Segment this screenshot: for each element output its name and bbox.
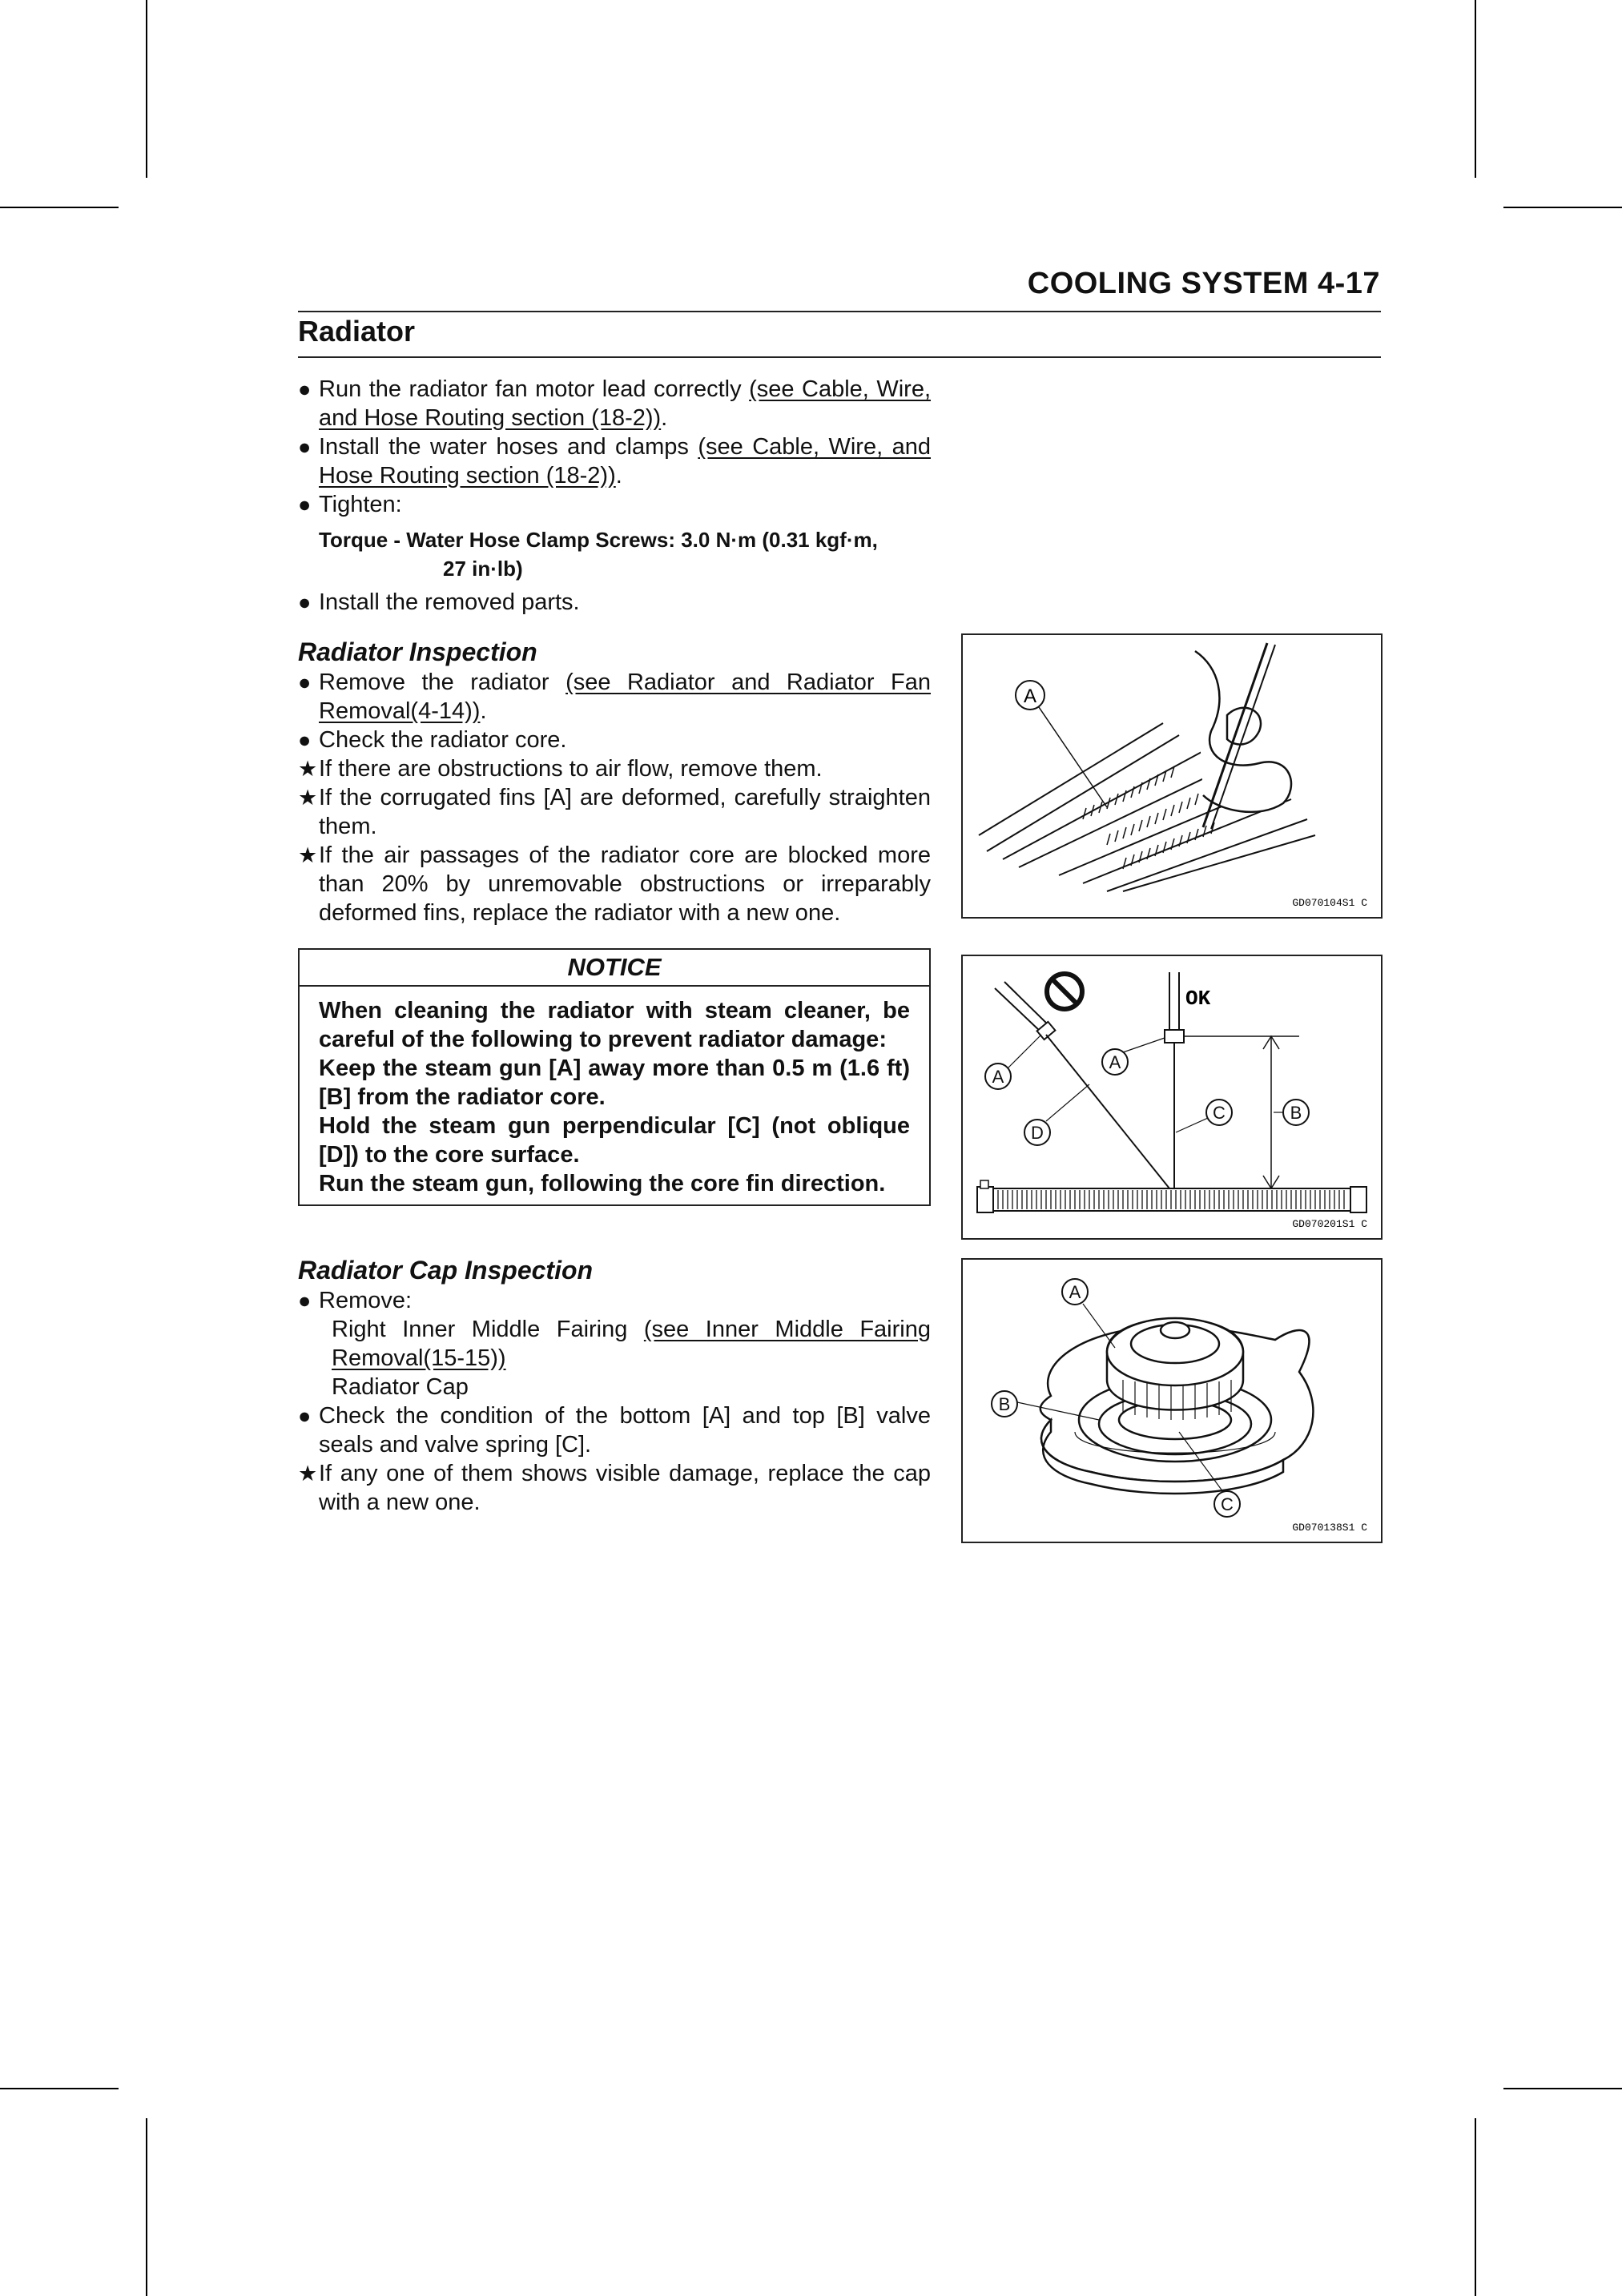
header-rule	[298, 311, 1381, 312]
item-text: Check the condition of the bottom [A] and top [B] valve seals and valve spring [C].	[319, 1403, 931, 1458]
remove-subitem: Radiator Cap	[332, 1374, 469, 1400]
list-item	[298, 783, 931, 841]
figure-code: GD070104S1 C	[1292, 897, 1367, 909]
cross-reference-link[interactable]: (see Cable, Wire, and Hose Routing section (18-2))	[319, 376, 932, 431]
notice-title: NOTICE	[300, 950, 929, 987]
item-text: Check the radiator core.	[319, 727, 567, 753]
figure-steam-gun	[961, 955, 1383, 1240]
callout-label: A	[1109, 1052, 1121, 1072]
item-text: Remove the radiator	[319, 669, 566, 695]
notice-line: Keep the steam gun [A] away more than 0.5 m (1.6 ft) [B] from the radiator core.	[319, 1056, 910, 1110]
crop-mark	[146, 0, 147, 178]
item-text: Run the radiator fan motor lead correctly	[319, 376, 750, 402]
bullet-marker: ●	[298, 1289, 312, 1313]
callout-label: A	[1023, 686, 1037, 707]
crop-mark	[1475, 2118, 1476, 2296]
callout-label: B	[1290, 1103, 1302, 1123]
crop-mark	[1503, 207, 1622, 208]
list-item	[298, 754, 931, 783]
bullet-marker: ●	[298, 435, 312, 459]
cross-reference-link[interactable]: (see Inner Middle Fairing Removal(15-15))	[332, 1317, 931, 1371]
bullet-marker: ●	[298, 1404, 312, 1428]
bullet-marker: ●	[298, 728, 312, 752]
star-marker: ★	[298, 843, 318, 867]
item-text: Install the water hoses and clamps	[319, 434, 698, 460]
figure-fin-straightening	[961, 633, 1383, 919]
item-text-end: .	[480, 698, 487, 724]
callout-label: A	[992, 1067, 1004, 1087]
callout-label: C	[1213, 1103, 1226, 1123]
figure-code: GD070138S1 C	[1292, 1522, 1367, 1534]
subsection-title: Radiator Cap Inspection	[298, 1256, 594, 1285]
radiator-cap-illustration	[963, 1260, 1381, 1542]
item-text: Install the removed parts.	[319, 589, 580, 615]
list-item	[298, 668, 931, 726]
list-item	[298, 1401, 931, 1459]
fin-straightening-illustration	[963, 635, 1381, 917]
notice-line: Run the steam gun, following the core fin direction.	[319, 1171, 886, 1196]
bullet-marker: ●	[298, 493, 312, 517]
torque-line-2: 27 in·lb)	[443, 557, 523, 581]
item-text: If the air passages of the radiator core are blocked more than 20% by unremovable obstructions or irreparably deformed fins, replace the radiator with a new one.	[319, 842, 931, 926]
ok-label: OK	[1185, 987, 1211, 1011]
figure-radiator-cap	[961, 1258, 1383, 1543]
item-text: Right Inner Middle Fairing	[332, 1317, 644, 1342]
steam-gun-illustration	[963, 956, 1381, 1238]
list-item	[298, 490, 931, 519]
crop-mark	[146, 2118, 147, 2296]
notice-line: When cleaning the radiator with steam cleaner, be careful of the following to prevent radiator damage:	[319, 998, 910, 1052]
list-item	[298, 588, 931, 617]
item-text: If any one of them shows visible damage, replace the cap with a new one.	[319, 1461, 931, 1515]
subsection-title: Radiator Inspection	[298, 637, 537, 666]
list-item	[298, 432, 931, 490]
torque-spec	[298, 525, 931, 583]
section-title: Radiator	[298, 315, 416, 348]
crop-mark	[0, 207, 119, 208]
bullet-marker: ●	[298, 590, 312, 614]
list-item	[298, 726, 931, 754]
item-text: Tighten:	[319, 492, 402, 517]
figure-code: GD070201S1 C	[1292, 1218, 1367, 1230]
bullet-marker: ●	[298, 670, 312, 694]
star-marker: ★	[298, 786, 318, 810]
star-marker: ★	[298, 757, 318, 781]
cross-reference-link[interactable]: (see Cable, Wire, and Hose Routing section (18-2))	[319, 434, 931, 489]
item-text-end: .	[615, 463, 622, 489]
list-item	[298, 841, 931, 927]
item-text-end: .	[661, 405, 668, 431]
callout-label: D	[1031, 1123, 1044, 1143]
item-text: If there are obstructions to air flow, remove them.	[319, 756, 823, 782]
cross-reference-link[interactable]: (see Radiator and Radiator Fan Removal(4-14))	[319, 669, 931, 724]
crop-mark	[1475, 0, 1476, 178]
notice-body	[300, 987, 929, 1204]
torque-line-1: Torque - Water Hose Clamp Screws: 3.0 N·m (0.31 kgf·m,	[319, 528, 878, 552]
list-item	[298, 1286, 931, 1315]
crop-mark	[1503, 2088, 1622, 2089]
remove-subitem	[298, 1315, 931, 1373]
star-marker: ★	[298, 1462, 318, 1486]
notice-box	[298, 948, 931, 1206]
text-column	[298, 375, 931, 1517]
list-item	[298, 1459, 931, 1517]
page-header-title: COOLING SYSTEM 4-17	[1027, 267, 1380, 300]
callout-label: C	[1221, 1494, 1234, 1514]
crop-mark	[0, 2088, 119, 2089]
bullet-marker: ●	[298, 377, 312, 401]
item-text: If the corrugated fins [A] are deformed, carefully straighten them.	[319, 785, 931, 839]
item-text: Remove:	[319, 1288, 413, 1313]
callout-label: A	[1069, 1282, 1081, 1302]
list-item	[298, 375, 931, 432]
notice-line: Hold the steam gun perpendicular [C] (not oblique [D]) to the core surface.	[319, 1113, 910, 1168]
section-rule	[298, 356, 1381, 358]
callout-label: B	[998, 1394, 1011, 1414]
